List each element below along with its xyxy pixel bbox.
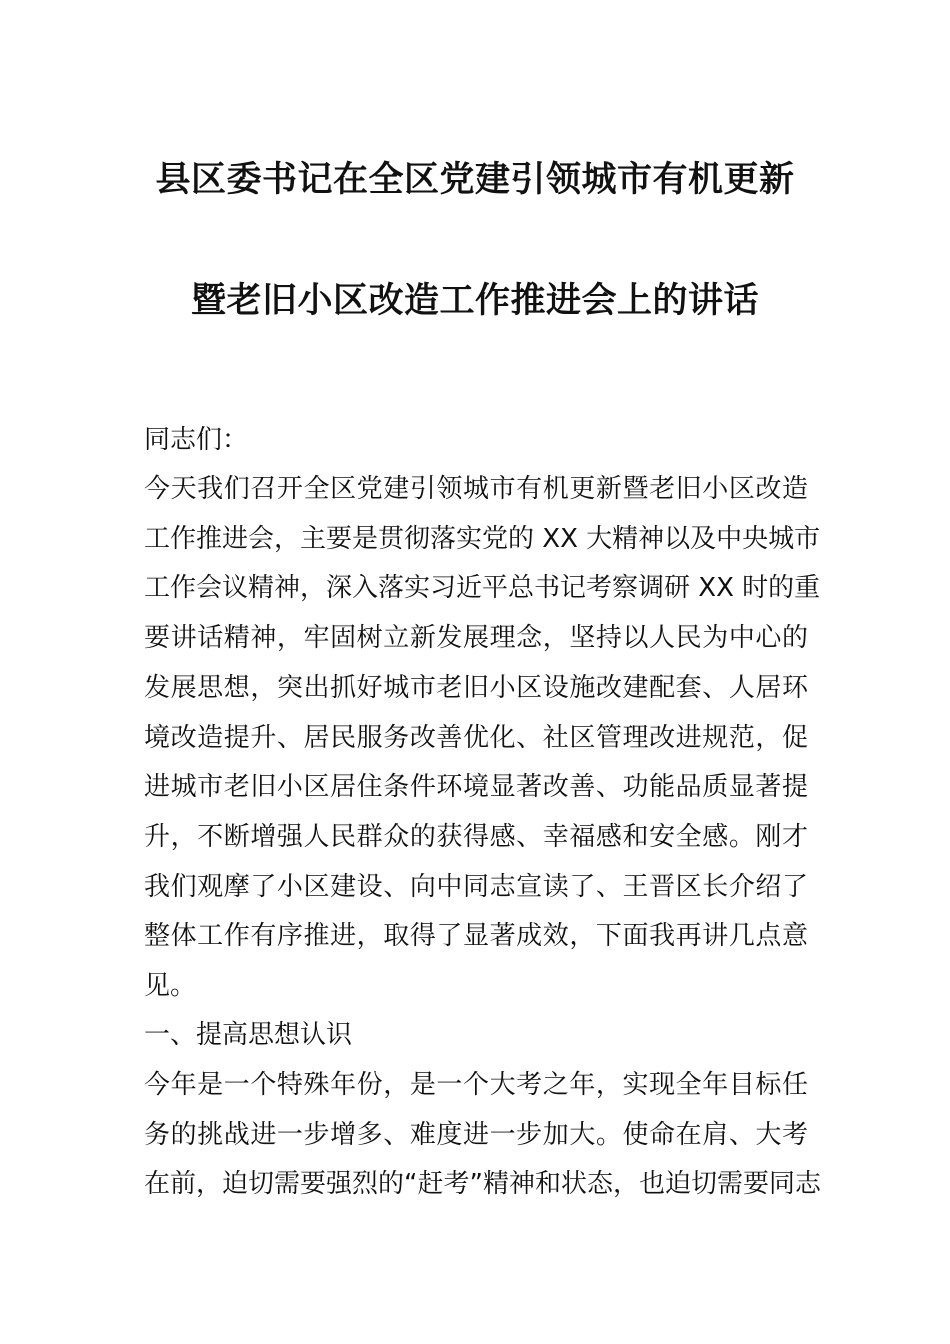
body-line: 进城市老旧小区居住条件环境显著改善、功能品质显著提 bbox=[144, 772, 808, 802]
body-line: 升，不断增强人民群众的获得感、幸福感和安全感。刚才 bbox=[144, 822, 808, 852]
body-line: 工作推进会，主要是贯彻落实党的 XX 大精神以及中央城市 bbox=[144, 524, 821, 554]
body-line: 今年是一个特殊年份，是一个大考之年，实现全年目标任 bbox=[144, 1070, 808, 1100]
body-line: 见。 bbox=[144, 971, 197, 1001]
body-line: 境改造提升、居民服务改善优化、社区管理改进规范，促 bbox=[144, 723, 808, 753]
body-line: 整体工作有序推进，取得了显著成效，下面我再讲几点意 bbox=[144, 921, 808, 951]
body-line: 务的挑战进一步增多、难度进一步加大。使命在肩、大考 bbox=[144, 1120, 808, 1150]
body-line: 今天我们召开全区党建引领城市有机更新暨老旧小区改造 bbox=[144, 474, 808, 504]
salutation: 同志们： bbox=[144, 425, 249, 455]
body-line: 我们观摩了小区建设、向中同志宣读了、王晋区长介绍了 bbox=[144, 872, 808, 902]
body-line: 在前，迫切需要强烈的“赶考”精神和状态，也迫切需要同志 bbox=[144, 1169, 821, 1199]
body-line: 要讲话精神，牢固树立新发展理念，坚持以人民为中心的 bbox=[144, 623, 808, 653]
document-title-line-1: 县区委书记在全区党建引领城市有机更新 bbox=[155, 160, 795, 200]
document-title-line-2: 暨老旧小区改造工作推进会上的讲话 bbox=[190, 281, 759, 321]
body-line: 工作会议精神，深入落实习近平总书记考察调研 XX 时的重 bbox=[144, 573, 821, 603]
section-heading: 一、提高思想认识 bbox=[144, 1020, 353, 1050]
body-line: 发展思想，突出抓好城市老旧小区设施改建配套、人居环 bbox=[144, 673, 808, 703]
